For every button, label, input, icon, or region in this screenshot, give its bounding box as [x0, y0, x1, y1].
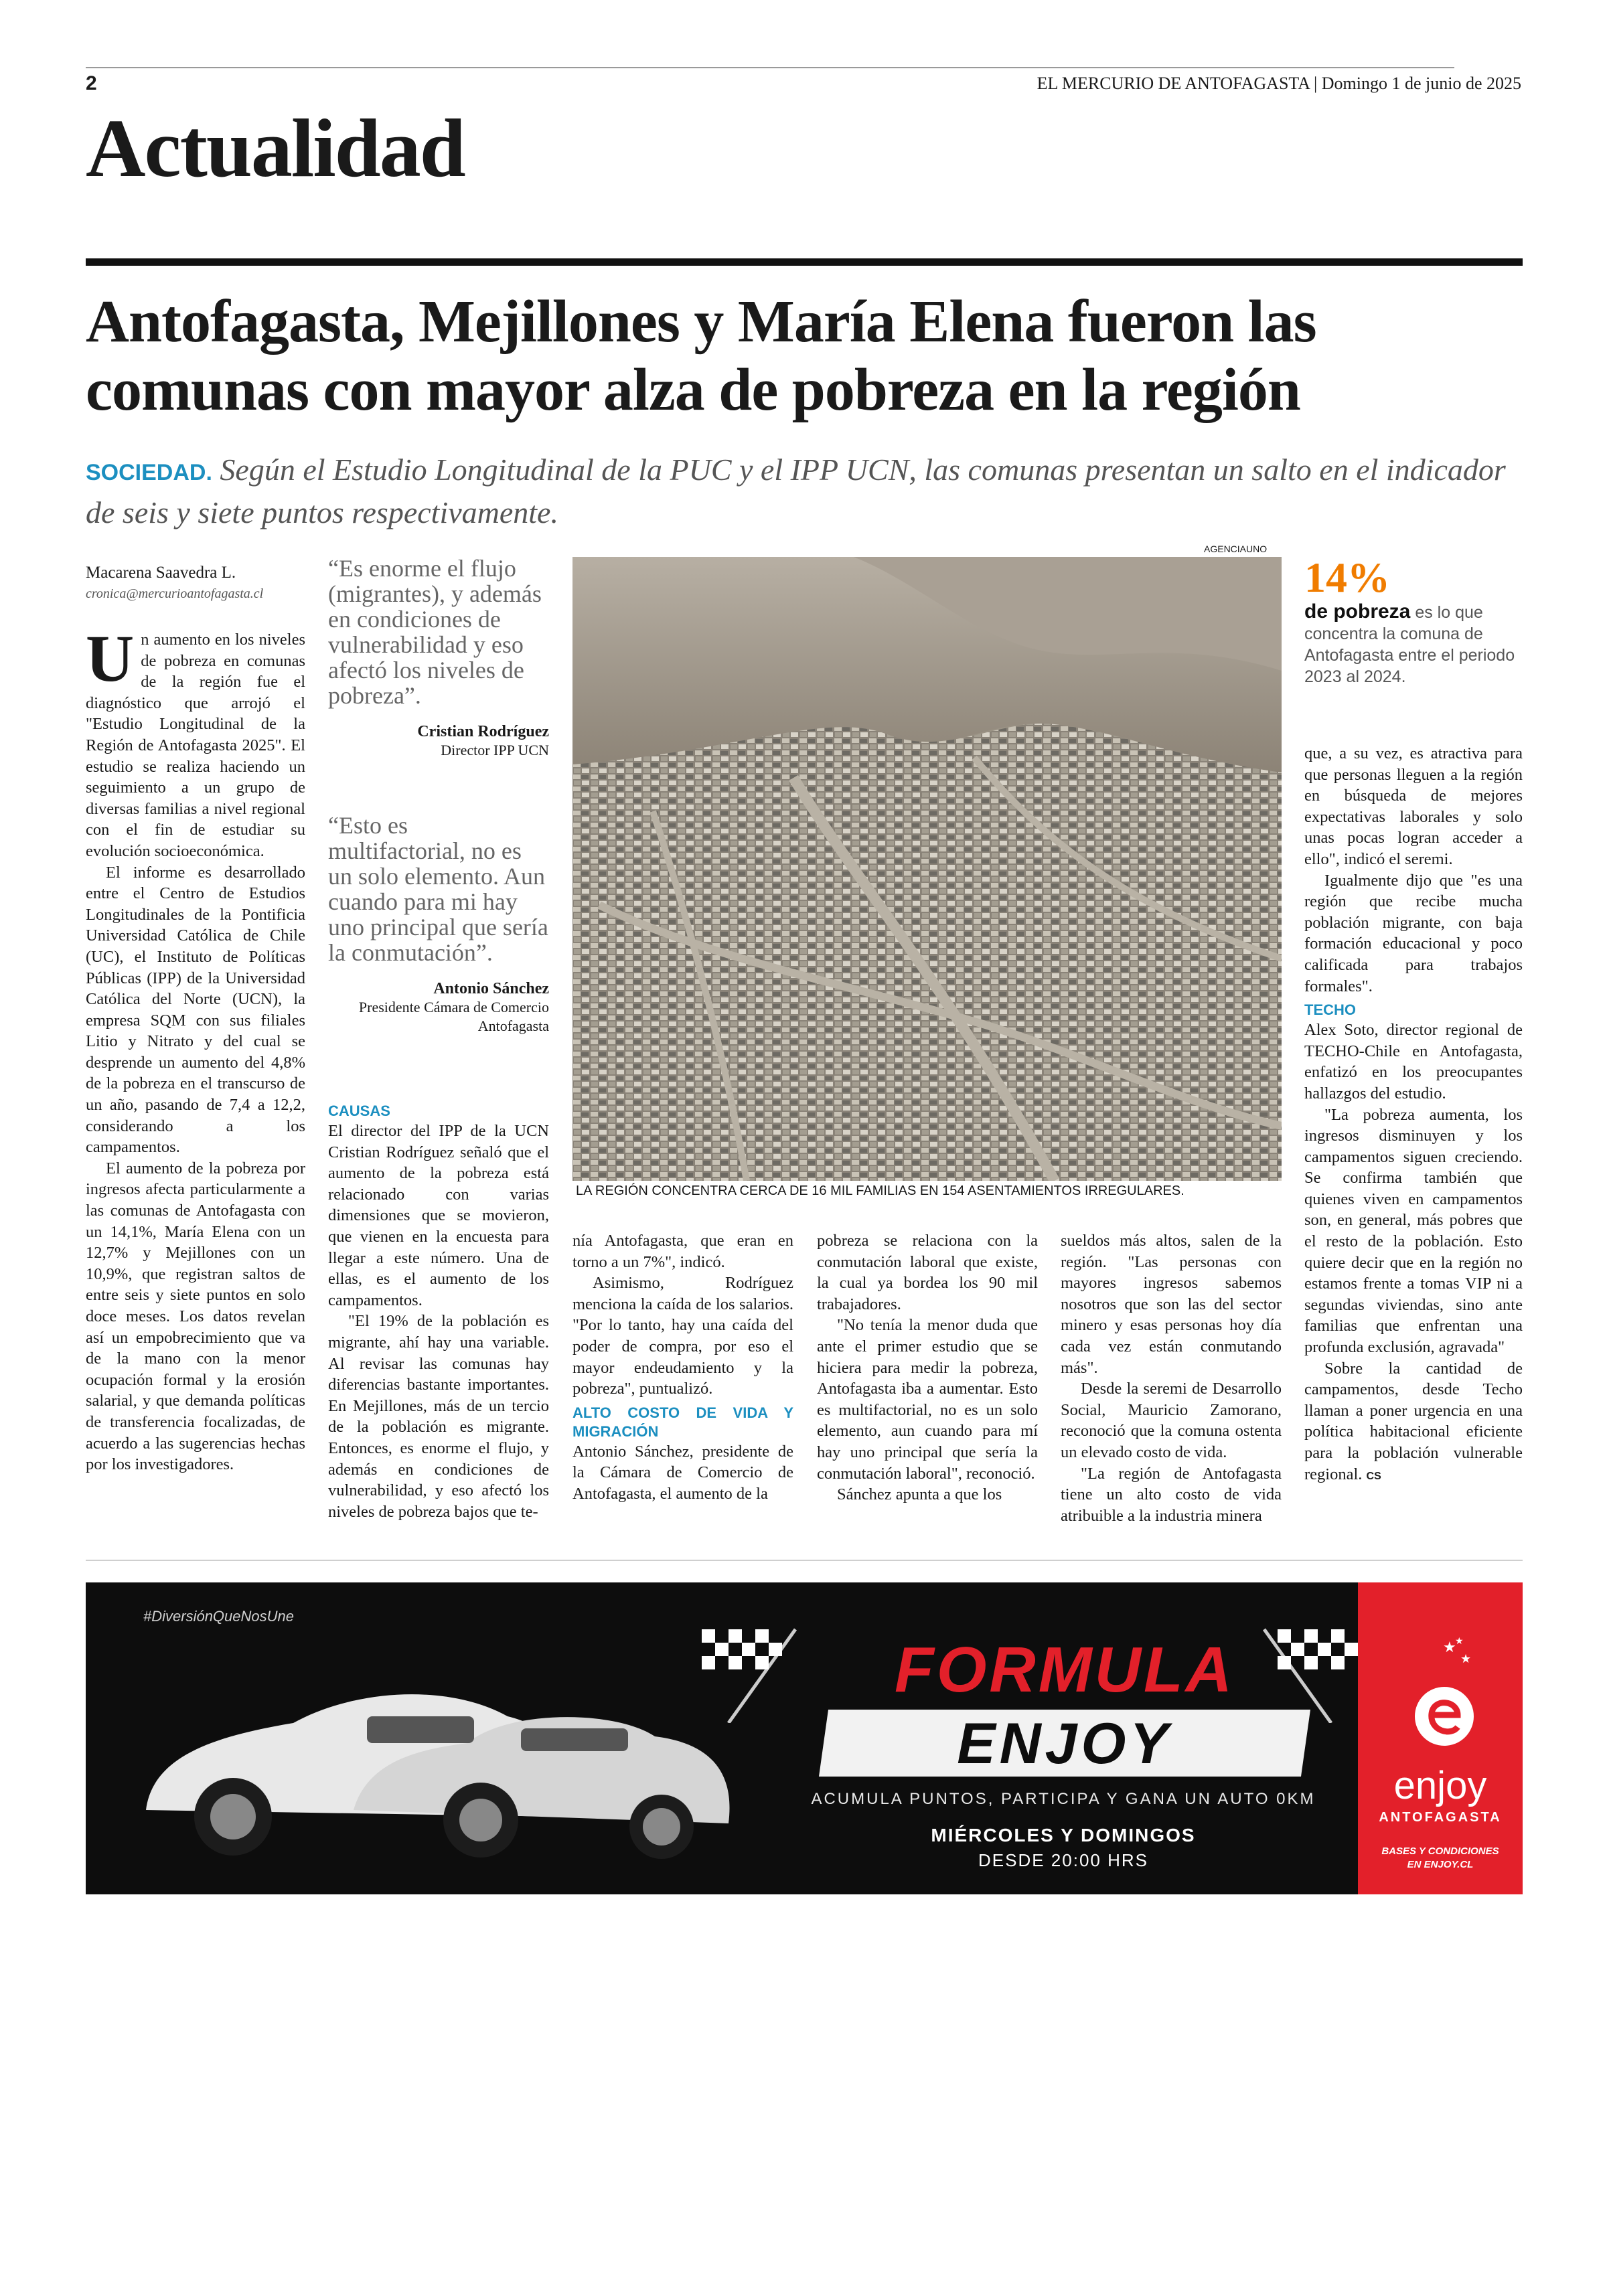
ad-title-formula: FORMULA: [895, 1634, 1235, 1706]
paragraph-text: n aumento en los niveles de pobreza en comunas de la región fue el diagnóstico que arrojó el "Estudio Longitudinal de la Región de Antofagasta 2025". El estudio se realiza haciendo un seguimiento a un grupo de diversas familias a nivel regional con el fin de estudiar su evolución socioeconómica.: [86, 631, 305, 860]
headline: [86, 288, 1523, 424]
paragraph: que, a su vez, es atractiva para que personas lleguen a la región en búsqueda de mejores expectativas laborales y solo unas pocas logran acceder a ello", indicó el seremi.: [1304, 744, 1523, 868]
drop-cap: U: [86, 621, 135, 695]
subheading: CAUSAS: [328, 1102, 390, 1119]
quote-name: Cristian Rodríguez: [417, 723, 549, 740]
column-3: [572, 1230, 793, 1505]
deck-text: Según el Estudio Longitudinal de la PUC y el IPP UCN, las comunas presentan un salto en el indicador de seis y siete puntos respectivamente.: [86, 453, 1506, 529]
paragraph: "La pobreza aumenta, los ingresos disminuyen y los campamentos siguen creciendo. Se confirma también que quienes viven en campamentos son, en general, más pobres que el resto de la población. Esto quiere decir que en la región no estamos frente a tomas VIP ni a segundas viviendas, sino ante familias que enfrentan una profunda exclusión, agravada": [1304, 1105, 1523, 1357]
ad-brand: enjoy: [1393, 1764, 1487, 1807]
ad-promo-line: ACUMULA PUNTOS, PARTICIPA Y GANA UN AUTO 0KM: [811, 1790, 1316, 1808]
settlement-photo: [572, 557, 1282, 1181]
paragraph-text: Sobre la cantidad de campamentos, desde Techo llaman a poner urgencia en una política habitacional eficiente para la población vulnerable regional.: [1304, 1359, 1523, 1483]
stat-bold: de pobreza: [1304, 600, 1411, 623]
paragraph: Antonio Sánchez, presidente de la Cámara de Comercio de Antofagasta, el aumento de la: [572, 1442, 793, 1503]
svg-text:★: ★: [1455, 1636, 1464, 1647]
end-mark: CS: [1366, 1470, 1381, 1482]
svg-text:★: ★: [1460, 1652, 1472, 1666]
ad-conditions-line-2: EN ENJOY.CL: [1407, 1859, 1474, 1870]
author-email[interactable]: cronica@mercurioantofagasta.cl: [86, 586, 264, 601]
paragraph: El informe es desarrollado entre el Centro de Estudios Longitudinales de la Pontificia Universidad Católica de Chile (UC), el Instituto de Políticas Públicas (IPP) de la Universidad Católica del Norte (UCN), la empresa SQM con sus filiales Litio y Nitrato y del cual se desprende un aumento del 4,8% de la pobreza en el transcurso de un año, pasando de 7,4 a 12,2, considerando a los campamentos.: [86, 863, 305, 1157]
paragraph: Sánchez apunta a que los: [837, 1485, 1002, 1504]
column-1: [86, 621, 305, 1475]
ad-brand-city: ANTOFAGASTA: [1379, 1810, 1502, 1825]
paragraph: El director del IPP de la UCN Cristian Rodríguez señaló que el aumento de la pobreza está relacionado con varias dimensiones que se movieron, que vienen en la encuesta para llegar a este número. Una de ellas, es el aumento de los campamentos.: [328, 1122, 549, 1309]
advertisement[interactable]: [86, 1582, 1523, 1894]
paragraph: "El 19% de la población es migrante, ahí hay una variable. Al revisar las comunas hay diferencias bastante importantes. En Mejillones, más de un tercio de la población es migrante. Entonces, es enorme el flujo, y además en condiciones de vulnerabilidad, y eso afectó los niveles de pobreza bajos que te-: [328, 1312, 549, 1521]
column-2: [328, 1098, 549, 1522]
aerial-settlement-image: [572, 557, 1282, 1181]
stat-value: 14%: [1304, 554, 1390, 601]
paragraph: Alex Soto, director regional de TECHO-Chile en Antofagasta, enfatizó en los preocupantes hallazgos del estudio.: [1304, 1021, 1523, 1102]
pull-quote-1: [328, 556, 549, 760]
paragraph: El aumento de la pobreza por ingresos afecta particularmente a las comunas de Antofagasta con un 14,1%, María Elena con un 12,7% y Mejillones con un 10,9%, que registran saltos de entre seis y siete puntos en solo doce meses. Los datos revelan así un empobrecimiento que va de la mano con la menor ocupación formal y la erosión salarial, y que demanda políticas de transferencia focalizadas, de acuerdo a las sugerencias hechas por los investigadores.: [86, 1159, 305, 1474]
paragraph: Desde la seremi de Desarrollo Social, Mauricio Zamorano, reconoció que la comuna ostenta un elevado costo de vida.: [1061, 1380, 1282, 1461]
subheading: ALTO COSTO DE VIDA Y MIGRACIÓN: [572, 1404, 793, 1440]
enjoy-logo-icon: [1413, 1636, 1480, 1763]
photo-credit: AGENCIAUNO: [1204, 544, 1268, 554]
section-rule: [86, 258, 1523, 266]
headline-line-2: comunas con mayor alza de pobreza en la región: [86, 357, 1300, 423]
paragraph: pobreza se relaciona con la conmutación laboral que existe, la cual ya bordea los 90 mil trabajadores.: [817, 1232, 1038, 1313]
checkered-flag-left-icon: [688, 1623, 802, 1723]
ad-hashtag: #DiversiónQueNosUne: [143, 1608, 294, 1625]
paragraph: Asimismo, Rodríguez menciona la caída de los salarios. "Por lo tanto, hay una caída del poder de compra, por eso el mayor endeudamiento y la pobreza", puntualizó.: [572, 1274, 793, 1398]
quote-text: “Es enorme el flujo (migrantes), y además en condiciones de vulnerabilidad y eso afectó los niveles de pobreza”.: [328, 555, 542, 709]
quote-role: Presidente Cámara de Comercio Antofagasta: [358, 999, 549, 1034]
column-5: [1061, 1230, 1282, 1526]
deck: [86, 450, 1523, 533]
kicker: SOCIEDAD.: [86, 460, 212, 485]
quote-role: Director IPP UCN: [441, 742, 549, 758]
paragraph: nía Antofagasta, que eran en torno a un 7%", indicó.: [572, 1232, 793, 1271]
pull-quote-2: [328, 813, 549, 1036]
ad-conditions[interactable]: [1358, 1845, 1523, 1872]
headline-line-1: Antofagasta, Mejillones y María Elena fueron las: [86, 289, 1316, 355]
quote-text: “Esto es multifactorial, no es un solo elemento. Aun cuando para mi hay uno principal que sería la conmutación”.: [328, 812, 548, 966]
paragraph: sueldos más altos, salen de la región. "Las personas con mayores ingresos sabemos nosotros que son las del sector minero y esas personas hoy día cada vez están conmutando más".: [1061, 1232, 1282, 1377]
paragraph: "No tenía la menor duda que ante el primer estudio que se hiciera para medir la pobreza, Antofagasta iba a aumentar. Esto es multifactorial, no es un solo elemento, aun cuando para mí hay uno principal que sería la conmutación laboral", reconoció.: [817, 1316, 1038, 1483]
photo-caption: LA REGIÓN CONCENTRA CERCA DE 16 MIL FAMILIAS EN 154 ASENTAMIENTOS IRREGULARES.: [576, 1183, 1184, 1198]
paragraph: Igualmente dijo que "es una región que recibe mucha población migrante, con baja formación educacional y poco calificada para trabajos formales".: [1304, 871, 1523, 995]
page-number: 2: [86, 72, 97, 94]
subheading: TECHO: [1304, 1001, 1356, 1019]
ad-time: DESDE 20:00 HRS: [978, 1850, 1148, 1870]
masthead: EL MERCURIO DE ANTOFAGASTA | Domingo 1 de junio de 2025: [1037, 74, 1521, 93]
paragraph: "La región de Antofagasta tiene un alto costo de vida atribuible a la industria minera: [1061, 1464, 1282, 1525]
svg-text:★: ★: [1443, 1639, 1456, 1656]
stat-text: es lo que concentra la comuna de Antofagasta entre el periodo 2023 al 2024.: [1304, 603, 1515, 686]
stat-description: [1304, 601, 1525, 687]
section-title: Actualidad: [86, 102, 465, 194]
column-4: [817, 1230, 1038, 1505]
column-6: [1304, 743, 1523, 1487]
footer-rule: [86, 1560, 1523, 1561]
paragraph: [1304, 1358, 1523, 1487]
ad-title-enjoy: ENJOY: [957, 1712, 1172, 1776]
ad-conditions-line-1: BASES Y CONDICIONES: [1381, 1846, 1499, 1857]
author: Macarena Saavedra L.: [86, 564, 236, 582]
ad-days: MIÉRCOLES Y DOMINGOS: [931, 1825, 1196, 1846]
quote-name: Antonio Sánchez: [433, 980, 549, 997]
top-rule: [86, 67, 1454, 68]
paragraph: [86, 621, 305, 862]
